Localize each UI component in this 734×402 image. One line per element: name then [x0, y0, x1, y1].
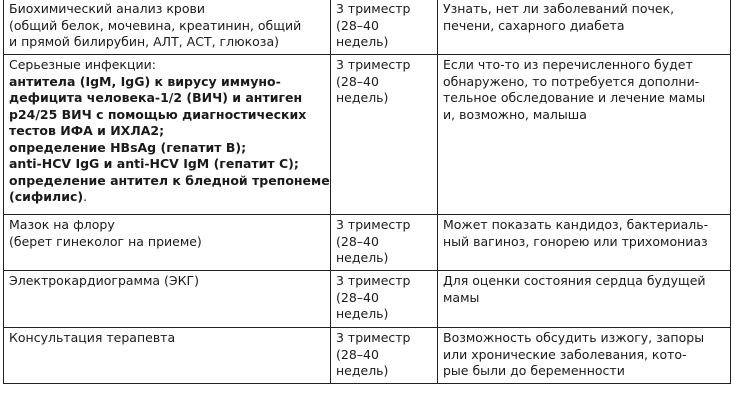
- test-line: Мазок на флору: [9, 217, 115, 232]
- purpose-cell: [438, 215, 731, 271]
- purpose-line: печени, сахарного диабета: [443, 17, 625, 33]
- table-row: [4, 271, 731, 328]
- purpose-line: Если что-то из перечисленного будет: [443, 57, 693, 72]
- purpose-cell: [438, 0, 731, 55]
- term-line: недель): [336, 306, 389, 321]
- term-line: (28–40: [336, 73, 379, 89]
- purpose-line: Возможность обсудить изжогу, запоры: [443, 330, 705, 345]
- table-row: [4, 0, 731, 55]
- test-line-last: [9, 189, 326, 206]
- test-line-end: .: [83, 189, 88, 204]
- test-line-bold: р24/25 ВИЧ с помощью диагностических: [9, 106, 307, 122]
- test-line: Электрокардиограмма (ЭКГ): [9, 273, 200, 288]
- purpose-line: мамы: [443, 289, 480, 305]
- test-line: Серьезные инфекции:: [9, 57, 156, 72]
- test-line-bold: антитела (IgM, IgG) к вирусу иммуно-: [9, 73, 281, 89]
- term-line: 3 триместр: [336, 1, 411, 16]
- purpose-line: Узнать, нет ли заболеваний почек,: [443, 1, 675, 16]
- purpose-line: Для оценки состояния сердца будущей: [443, 273, 706, 288]
- test-cell: [4, 328, 331, 384]
- term-line: недель): [336, 90, 389, 105]
- term-line: недель): [336, 363, 389, 378]
- test-line-bold: (сифилис): [9, 189, 84, 204]
- purpose-cell: [438, 55, 731, 215]
- term-cell: [331, 328, 438, 384]
- test-line: (общий белок, мочевина, креатинин, общий: [9, 17, 302, 33]
- term-line: (28–40: [336, 289, 379, 305]
- test-cell: [4, 271, 331, 328]
- term-cell: [331, 55, 438, 215]
- test-line: и прямой билирубин, АЛТ, АСТ, глюкоза): [9, 34, 279, 49]
- test-line-bold: тестов ИФА и ИХЛА2;: [9, 123, 165, 138]
- term-line: 3 триместр: [336, 217, 411, 232]
- purpose-line: и, возможно, малыша: [443, 106, 587, 122]
- purpose-line: ный вагиноз, гонорею или трихомониаз: [443, 233, 708, 249]
- purpose-line: или хронические заболевания, кото-: [443, 346, 687, 362]
- term-line: (28–40: [336, 346, 379, 362]
- term-line: 3 триместр: [336, 273, 411, 288]
- table-row: [4, 328, 731, 384]
- purpose-line: обнаружено, то потребуется дополни-: [443, 73, 700, 89]
- test-line: Консультация терапевта: [9, 330, 176, 345]
- purpose-line: тельное обследование и лечение мамы: [443, 90, 706, 105]
- term-cell: [331, 0, 438, 55]
- term-cell: [331, 271, 438, 328]
- purpose-cell: [438, 328, 731, 384]
- term-cell: [331, 215, 438, 271]
- term-line: недель): [336, 34, 389, 49]
- term-line: 3 триместр: [336, 57, 411, 72]
- test-cell: [4, 215, 331, 271]
- term-line: (28–40: [336, 233, 379, 249]
- purpose-cell: [438, 271, 731, 328]
- test-line-bold: определение HBsAg (гепатит B);: [9, 139, 247, 155]
- test-line-bold: anti-HCV IgG и anti-HCV IgM (гепатит С);: [9, 156, 299, 171]
- test-line-bold: определение антител к бледной трепонеме: [9, 172, 330, 188]
- table-row: [4, 215, 731, 271]
- term-line: (28–40: [336, 17, 379, 33]
- test-line: Биохимический анализ крови: [9, 1, 205, 16]
- term-line: недель): [336, 250, 389, 265]
- purpose-line: рые были до беременности: [443, 363, 625, 378]
- table-row: [4, 55, 731, 215]
- analysis-table: [3, 0, 731, 384]
- purpose-line: Может показать кандидоз, бактериаль-: [443, 217, 709, 232]
- test-cell: [4, 55, 331, 215]
- test-line-bold: дефицита человека-1/2 (ВИЧ) и антиген: [9, 90, 303, 105]
- term-line: 3 триместр: [336, 330, 411, 345]
- test-line: (берет гинеколог на приеме): [9, 233, 202, 249]
- test-cell: [4, 0, 331, 55]
